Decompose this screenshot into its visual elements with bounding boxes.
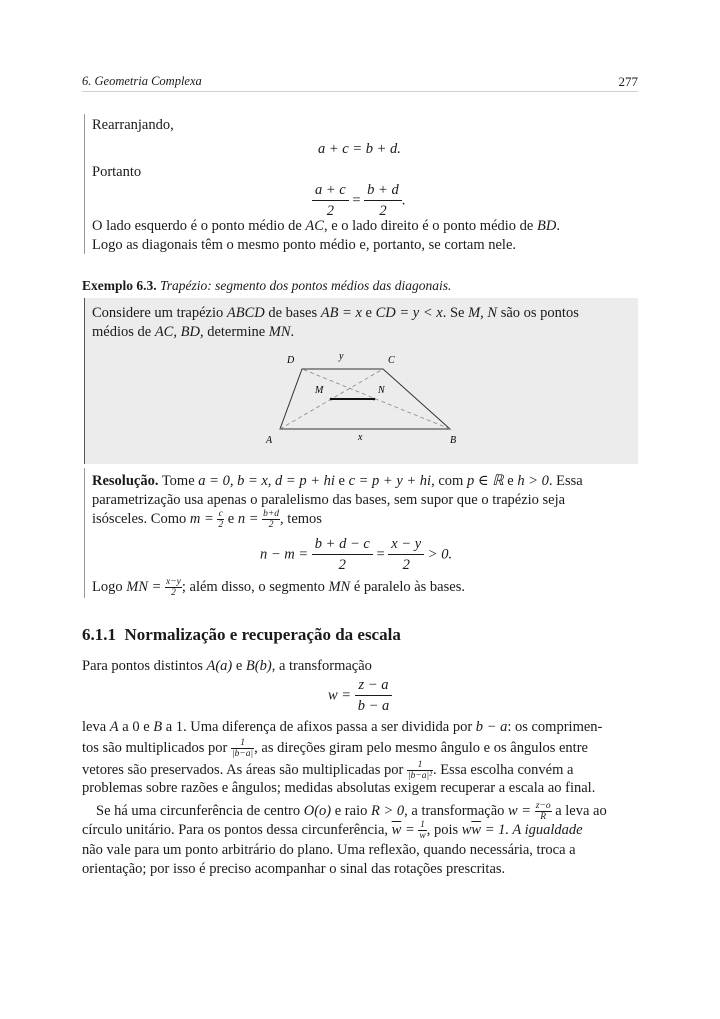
equation-a-c-b-d: a + c = b + d. xyxy=(318,141,401,157)
point-n xyxy=(373,398,376,401)
fraction-left: $\frac{a + c}{2}$ xyxy=(312,180,349,221)
label-D: D xyxy=(287,355,295,366)
section-heading: 6.1.1 Normalização e recuperação da escala xyxy=(82,625,401,644)
solution-equation: n − m = $\frac{b + d - c}{2}$ = $\frac{x - y}{2}$ > 0. xyxy=(260,536,453,573)
example-left-rule xyxy=(84,298,85,464)
rearranging-text: Rearranjando, xyxy=(92,117,174,133)
fraction-bdc-over-2: $\frac{b + d - c}{2}$ xyxy=(312,534,373,575)
fraction-right: $\frac{b + d}{2}$ xyxy=(364,180,402,221)
running-header-chapter: 6. Geometria Complexa xyxy=(82,74,202,88)
fraction-1-over-abs-ba: $\frac{1}{|b-a|}$ xyxy=(232,738,254,759)
midpoint-text-line2: Logo as diagonais têm o mesmo ponto médio e, portanto, se cortam nele. xyxy=(92,237,517,253)
example-heading: Exemplo 6.3. Trapézio: segmento dos pontos médios das diagonais. xyxy=(82,278,452,293)
example-statement-line2: médios de AC, BD, determine MN. xyxy=(92,324,295,340)
label-N: N xyxy=(378,385,385,396)
solution-line2: parametrização usa apenas o paralelismo das bases, sem supor que o trapézio seja xyxy=(92,492,566,508)
diagonal-bd xyxy=(302,369,450,429)
solution-left-rule xyxy=(84,468,85,598)
page-number: 277 xyxy=(618,74,638,89)
fraction-xy-over-2: $\frac{x - y}{2}$ xyxy=(388,534,424,575)
therefore-text: Portanto xyxy=(92,164,142,180)
point-m xyxy=(330,398,333,401)
label-M: M xyxy=(315,385,324,396)
solution-line1: Resolução. Tome a = 0, b = x, d = p + hi e c = p + y + hi, com p ∈ ℝ e h > 0. Essa xyxy=(92,473,583,489)
fraction-z-o-over-R: $\frac{z-o}{R}$ xyxy=(535,801,551,822)
fraction-result: $\frac{x-y}{2}$ xyxy=(166,577,181,598)
fraction-z-a-over-b-a: $\frac{z - a}{b - a}$ xyxy=(355,675,393,716)
para2-line1: Se há uma circunferência de centro O(o) e raio R > 0, a transformação w = $\frac{z-o}{R}$ a leva ao xyxy=(96,801,607,822)
label-C: C xyxy=(388,355,395,366)
equation-midpoints: $\frac{a + c}{2}$ = $\frac{b + d}{2}$ . xyxy=(312,180,405,221)
para1-line2: leva A a 0 e B a 1. Uma diferença de afixos passa a ser dividida por b − a: os comprimen- xyxy=(82,719,603,735)
para1-line3: tos são multiplicados por $\frac{1}{|b-a|}$ , as direções giram pelo mesmo ângulo e os ângulos entre xyxy=(82,738,588,759)
para2-line2: círculo unitário. Para os pontos dessa circunferência, $\overline{w}$ = $\frac{1}{w}$ , pois $w\overline{w} = 1$. A igualdade xyxy=(82,820,583,841)
solution-line3: isósceles. Como m = $\frac{c}{2}$ e n = $\frac{b+d}{2}$ , temos xyxy=(92,509,322,530)
fraction-bd-over-2: $\frac{b+d}{2}$ xyxy=(263,509,280,530)
solution-conclusion: Logo MN = $\frac{x-y}{2}$ ; além disso, o segmento MN é paralelo às bases. xyxy=(92,577,465,598)
label-B: B xyxy=(450,435,457,446)
fraction-1-over-abs-ba-squared: $\frac{1}{\text{|b−a|²}}$ xyxy=(407,760,432,781)
para2-line3: não vale para um ponto arbitrário do plano. Uma reflexão, quando necessária, troca a xyxy=(82,842,576,858)
fraction-1-over-w: $\frac{1}{w}$ xyxy=(419,820,426,841)
header-rule xyxy=(82,91,638,92)
trapezoid-figure xyxy=(250,345,480,455)
label-y: y xyxy=(339,351,344,362)
para2-line4: orientação; por isso é preciso acompanhar o sinal das rotações prescritas. xyxy=(82,861,506,877)
transformation-equation: w = $\frac{z - a}{b - a}$ xyxy=(328,675,392,716)
left-rule-block1 xyxy=(84,114,85,254)
para1-line5: problemas sobre razões e ângulos; medidas absolutas exigem recuperar a escala ao final. xyxy=(82,780,596,796)
fraction-c-over-2: $\frac{c}{2}$ xyxy=(218,509,224,530)
label-A: A xyxy=(266,435,273,446)
example-statement-line1: Considere um trapézio ABCD de bases AB = x e CD = y < x. Se M, N são os pontos xyxy=(92,305,579,321)
para1-line1: Para pontos distintos A(a) e B(b), a transformação xyxy=(82,658,372,674)
label-x: x xyxy=(358,432,363,443)
para1-line4: vetores são preservados. As áreas são multiplicadas por $\frac{1}{\text{|b−a|²}}$ . Essa escolha convém a xyxy=(82,760,574,781)
midpoint-text-line1: O lado esquerdo é o ponto médio de AC, e o lado direito é o ponto médio de BD. xyxy=(92,218,560,234)
